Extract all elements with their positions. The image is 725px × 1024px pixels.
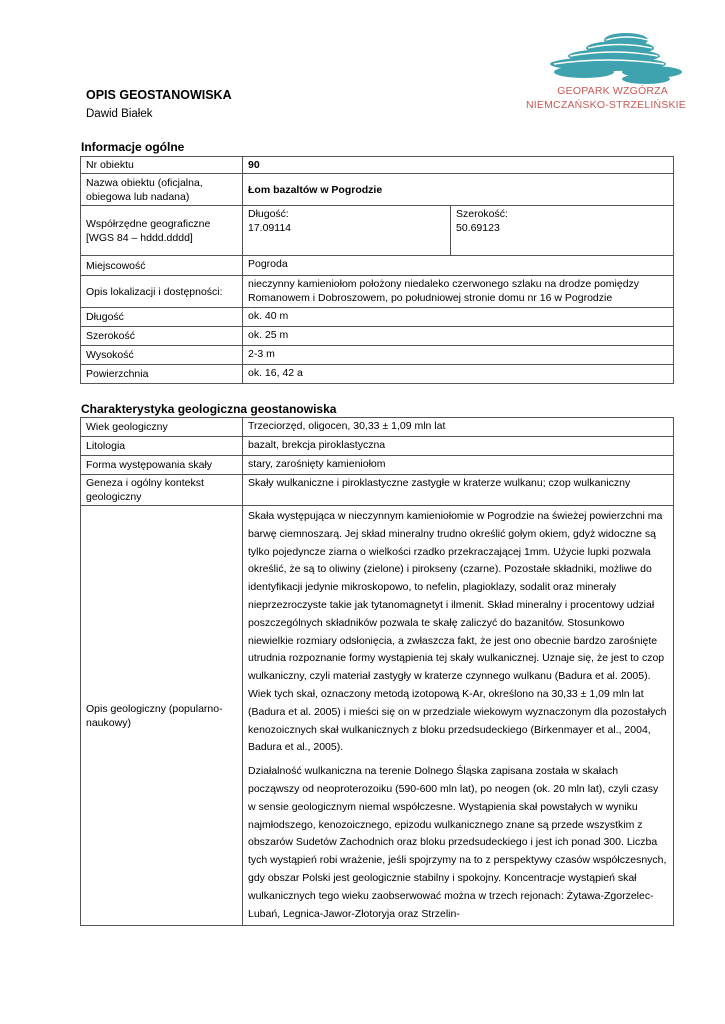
litho-value: bazalt, brekcja piroklastyczna — [243, 437, 674, 456]
length-label: Długość — [81, 308, 243, 327]
name-value: Łom bazaltów w Pogrodzie — [243, 174, 674, 206]
table-row — [81, 174, 674, 206]
name-label: Nazwa obiektu (oficjalna, obiegowa lub nadana) — [81, 174, 243, 206]
genesis-value: Skały wulkaniczne i piroklastyczne zastygłe w kraterze wulkanu; czop wulkaniczny — [243, 475, 674, 506]
table-row — [81, 327, 674, 346]
desc-label: Opis geologiczny (popularno-naukowy) — [81, 506, 243, 926]
table-row — [81, 256, 674, 276]
nr-value: 90 — [243, 157, 674, 174]
height-label: Wysokość — [81, 346, 243, 365]
page-title: OPIS GEOSTANOWISKA — [86, 88, 232, 102]
author-name: Dawid Białek — [86, 108, 153, 120]
width-value: ok. 25 m — [243, 327, 674, 346]
logo-line2: NIEMCZAŃSKO-STRZELIŃSKIE — [526, 99, 686, 111]
lon-value: 17.09114 — [248, 222, 292, 234]
geology-table — [80, 417, 674, 926]
general-heading: Informacje ogólne — [81, 140, 185, 154]
nr-label: Nr obiektu — [81, 157, 243, 174]
form-value: stary, zarośnięty kamieniołom — [243, 456, 674, 475]
desc-paragraph-1: Skała występująca w nieczynnym kamieniołomie w Pogrodzie na świeżej powierzchni ma barwę ciemnoszarą. Jej skład mineralny trudno określić gołym okiem, gdyż widoczne są tylko pojedyncze ziarna o wielkości rzadko przekraczającej 1mm. Użycie lupki pozwala określić, że są to oliwiny (zielone) i pirokseny (czarne). Pozostałe składniki, możliwe do identyfikacji jedynie mikroskopowo, to nefelin, plagioklazy, sodalit oraz minerały nieprzezroczyste takie jak tytanomagnetyt i ilmenit. Skład mineralny i procentowy udział poszczególnych składników pozwala te skałę zaliczyć do bazanitów. Stosunkowo niewielkie rozmiary odsłonięcia, a zwłaszcza fakt, że jest ono obecnie bardzo zarośnięte utrudnia rozpoznanie formy wystąpienia tej skały wulkanicznej. Uznaje się, że jest to czop wulkaniczny, czyli materiał zastygły w kraterze czynnego wulkanu (Badura et al. 2005). Wiek tych skał, oznaczony metodą izotopową K-Ar, określono na 30,33 ± 1,09 mln lat (Badura et al. 2005) i mieści się on w przedziale wiekowym wyznaczonym dla pozostałych kenozoicznych skał wulkanicznych z bloku przedsudeckiego (Birkenmayer et al., 2004, Badura et al., 2005). — [248, 510, 667, 754]
table-row — [81, 346, 674, 365]
age-label: Wiek geologiczny — [81, 418, 243, 437]
table-row — [81, 437, 674, 456]
lon-label: Długość: — [248, 208, 289, 220]
table-row — [81, 456, 674, 475]
area-label: Powierzchnia — [81, 365, 243, 384]
table-row — [81, 365, 674, 384]
table-row — [81, 206, 674, 256]
table-row — [81, 418, 674, 437]
logo-line1: GEOPARK WZGÓRZA — [557, 85, 668, 97]
age-value: Trzeciorzęd, oligocen, 30,33 ± 1,09 mln lat — [243, 418, 674, 437]
length-value: ok. 40 m — [243, 308, 674, 327]
table-row — [81, 276, 674, 308]
lon-cell — [243, 206, 451, 256]
table-row — [81, 506, 674, 926]
geology-heading: Charakterystyka geologiczna geostanowiska — [81, 402, 337, 416]
coords-label: Współrzędne geograficzne [WGS 84 – hddd.dddd] — [81, 206, 243, 256]
lat-cell — [451, 206, 674, 256]
access-value: nieczynny kamieniołom położony niedaleko czerwonego szlaku na drodze pomiędzy Romanowem i Dobroszowem, po południowej stronie domu nr 16 w Pogrodzie — [243, 276, 674, 308]
width-label: Szerokość — [81, 327, 243, 346]
area-value: ok. 16, 42 a — [243, 365, 674, 384]
place-label: Miejscowość — [81, 256, 243, 276]
table-row — [81, 475, 674, 506]
litho-label: Litologia — [81, 437, 243, 456]
genesis-label: Geneza i ogólny kontekst geologiczny — [81, 475, 243, 506]
geopark-logo — [526, 28, 686, 114]
height-value: 2-3 m — [243, 346, 674, 365]
lat-label: Szerokość: — [456, 208, 508, 220]
desc-cell — [243, 506, 674, 926]
desc-paragraph-2: Działalność wulkaniczna na terenie Dolnego Śląska zapisana została w skałach począwszy od neoproterozoiku (590-600 mln lat), po neogen (ok. 20 mln lat), czyli czasy w sensie geologicznym niemal współczesne. Wystąpienia skał powstałych w wyniku najmłodszego, kenozoicznego, epizodu wulkanicznego znane są przede wszystkim z obszarów Sudetów Zachodnich oraz bloku przedsudeckiego i jest ich ponad 300. Liczba tych wystąpień robi wrażenie, jeśli spojrzymy na to z perspektywy czasów współczesnych, gdy obszar Polski jest geologicznie stabilny i spokojny. Koncentracje wystąpień skał wulkanicznych tego wieku zaobserwować można w trzech rejonach: Żytawa-Zgorzelec-Lubań, Legnica-Jawor-Złotoryja oraz Strzelin- — [248, 765, 667, 920]
access-label: Opis lokalizacji i dostępności: — [81, 276, 243, 308]
place-value: Pogroda — [243, 256, 674, 276]
general-table — [80, 156, 674, 384]
table-row — [81, 308, 674, 327]
form-label: Forma występowania skały — [81, 456, 243, 475]
table-row — [81, 157, 674, 174]
hills-icon — [548, 28, 686, 86]
lat-value: 50.69123 — [456, 222, 500, 234]
